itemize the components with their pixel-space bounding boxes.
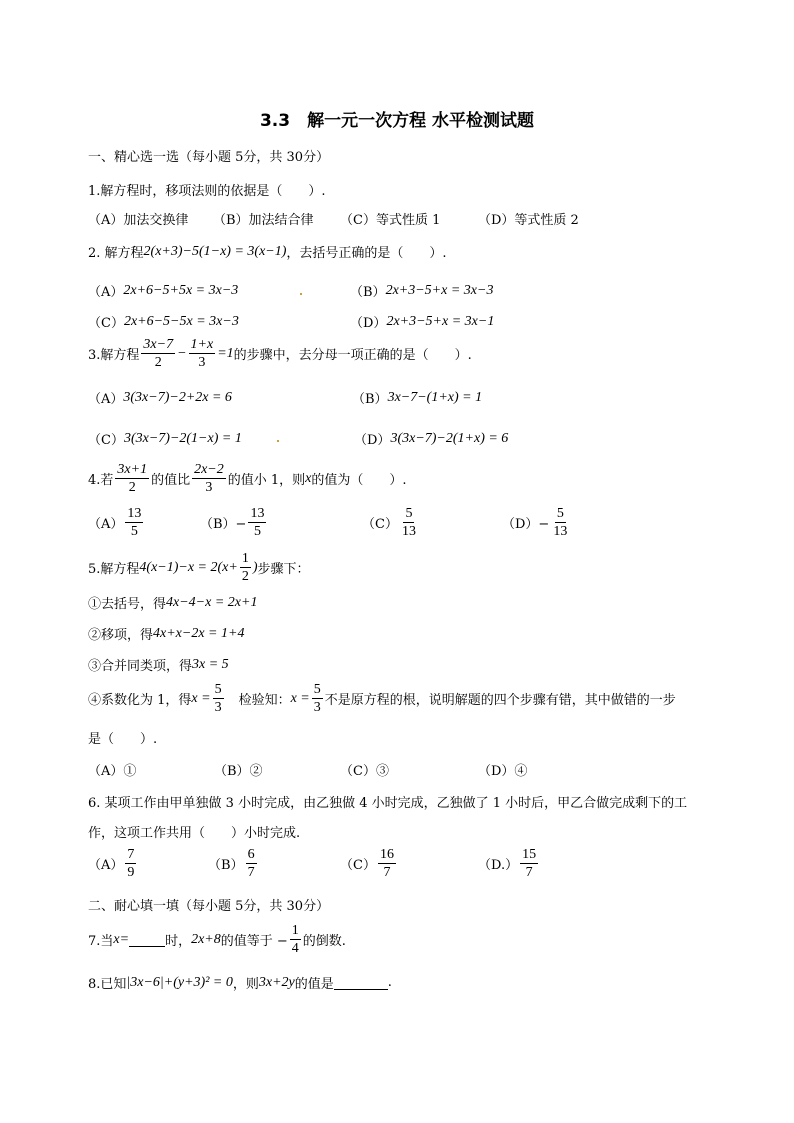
- q3-fraction-1-denominator: 2: [154, 355, 162, 370]
- q6-option-c-numerator: 16: [379, 847, 394, 862]
- q2-option-b: [350, 281, 493, 300]
- q6-option-b-fraction: [246, 846, 257, 881]
- q6-option-a-numerator: 7: [127, 847, 135, 862]
- q6-option-c: [340, 846, 398, 881]
- q5-step-4-equation-2: x =: [290, 690, 310, 706]
- q8-end: .: [387, 975, 392, 990]
- q4-option-a-numerator: 13: [127, 506, 142, 521]
- question-3-stem: [88, 336, 472, 371]
- section-2-heading: 二、耐心填一填（每小题 5分，共 30分）: [88, 899, 330, 914]
- q8-suffix: 的值是: [294, 977, 334, 992]
- q5-half-numerator: 1: [241, 551, 249, 566]
- q3-option-a-equation: 3(3x−7)−2+2x = 6: [123, 389, 232, 405]
- q7-numerator: 1: [291, 923, 299, 938]
- q4-fraction-1-denominator: 2: [128, 480, 136, 495]
- question-5-stem: [88, 550, 310, 585]
- q5-step-4-fraction: [213, 681, 224, 716]
- q7-variable: x: [113, 931, 120, 947]
- q4-fraction-2-numerator: 2x−2: [194, 462, 224, 477]
- q4-fraction-1: [115, 461, 149, 496]
- q4-option-a: [88, 505, 145, 540]
- q5-step-3: [88, 655, 229, 674]
- question-8: [88, 973, 392, 992]
- q7-expression: 2x+8: [191, 931, 221, 947]
- q5-step-4-denominator: 3: [214, 700, 222, 715]
- page-title: 3.3 解一元一次方程 水平检测试题: [259, 111, 535, 131]
- q3-minus-sign: −: [177, 345, 187, 361]
- q3-option-b-label: （B）: [352, 392, 388, 407]
- q4-stem-middle: 的值比: [151, 473, 191, 488]
- q6-option-a-fraction: [125, 846, 136, 881]
- q2-option-a: [88, 281, 238, 300]
- q2-option-d-equation: 2x+3−5+x = 3x−1: [386, 313, 495, 329]
- q7-equals: =: [119, 931, 130, 947]
- q2-equation: 2(x+3)−5(1−x) = 3(x−1): [143, 243, 287, 259]
- q2-option-d: [350, 312, 494, 331]
- stray-dot: [277, 440, 279, 442]
- q4-option-b-fraction: [248, 505, 266, 540]
- q2-option-c: [88, 312, 239, 331]
- q4-stem-suffix-1: 的值小 1，则: [227, 473, 306, 488]
- q2-option-d-label: （D）: [350, 316, 387, 331]
- q8-middle: ，则: [232, 977, 259, 992]
- q5-step-4-fraction-2: [312, 681, 323, 716]
- q7-middle: 时，: [165, 934, 192, 949]
- q5-option-a: （A）①: [88, 764, 137, 779]
- q2-option-a-equation: 2x+6−5+5x = 3x−3: [123, 282, 239, 298]
- q4-option-b: [200, 505, 268, 540]
- q5-stem-suffix: 步骤下：: [257, 562, 310, 577]
- q4-option-c-label: （C）: [362, 517, 398, 532]
- q7-answer-blank[interactable]: [129, 932, 165, 947]
- q7-prefix: 7.当: [88, 934, 114, 949]
- q5-step-4-numerator-2: 5: [313, 682, 321, 697]
- q2-option-c-equation: 2x+6−5−5x = 3x−3: [123, 313, 239, 329]
- q1-option-a: （A）加法交换律: [88, 213, 189, 228]
- q6-option-b-numerator: 6: [247, 847, 255, 862]
- q5-step-4-denominator-2: 3: [313, 700, 321, 715]
- q4-option-c-fraction: [400, 505, 418, 540]
- q3-equals-rest: =1: [217, 345, 234, 361]
- q5-step-4-numerator: 5: [214, 682, 222, 697]
- q7-fraction: [290, 922, 301, 957]
- q2-option-c-label: （C）: [88, 316, 124, 331]
- question-6-stem-line-1: 6. 某项工作由甲单独做 3 小时完成，由乙独做 4 小时完成，乙独做了 1 小时后，甲乙合做完成剩下的工: [88, 796, 688, 811]
- q4-fraction-2: [192, 461, 226, 496]
- question-7: [88, 922, 346, 957]
- q4-option-c: [362, 505, 420, 540]
- q5-step-1: [88, 593, 257, 612]
- q5-step-2-equation: 4x+x−2x = 1+4: [153, 625, 245, 641]
- q5-step-1-text: ①去括号，得: [88, 597, 167, 612]
- q2-option-b-equation: 2x+3−5+x = 3x−3: [385, 282, 494, 298]
- q6-option-d-denominator: 7: [525, 865, 533, 880]
- q6-option-d-label: （D.）: [478, 858, 519, 873]
- q3-option-c: [88, 429, 242, 448]
- q7-denominator: 4: [291, 941, 299, 956]
- q4-option-d: [502, 505, 571, 540]
- q4-stem-suffix-2: 的值为（ ）.: [311, 473, 407, 488]
- q6-option-d-numerator: 15: [522, 847, 537, 862]
- q3-stem-prefix: 3.解方程: [88, 348, 140, 363]
- q1-option-b: （B）加法结合律: [213, 213, 314, 228]
- q5-option-d: （D）④: [478, 764, 528, 779]
- question-2-stem: [88, 242, 447, 261]
- q5-half-fraction: [240, 550, 251, 585]
- q4-option-d-numerator: 5: [556, 506, 564, 521]
- q4-option-c-numerator: 5: [405, 506, 413, 521]
- q8-prefix: 8.已知: [88, 977, 127, 992]
- q4-option-c-denominator: 13: [401, 524, 416, 539]
- q6-option-d-fraction: [520, 846, 538, 881]
- question-4-stem: [88, 461, 407, 496]
- q5-stem-prefix: 5.解方程: [88, 562, 140, 577]
- q3-option-c-label: （C）: [88, 433, 124, 448]
- q5-step-4-check-label: 检验知：: [225, 693, 291, 708]
- q4-option-d-label: （D）−: [502, 517, 550, 532]
- q8-equation: |3x−6|+(y+3)² = 0: [126, 974, 233, 990]
- q2-stem-suffix: ，去括号正确的是（ ）.: [286, 246, 447, 261]
- q8-answer-blank[interactable]: [334, 975, 388, 990]
- q5-step-1-equation: 4x−4−x = 2x+1: [166, 594, 258, 610]
- q5-step-3-text: ③合并同类项，得: [88, 659, 193, 674]
- q4-option-a-denominator: 5: [130, 524, 138, 539]
- q6-option-c-denominator: 7: [383, 865, 391, 880]
- question-6-stem-line-2: 作，这项工作共用（ ）小时完成.: [88, 826, 301, 841]
- q6-option-b-denominator: 7: [247, 865, 255, 880]
- q5-step-3-equation: 3x = 5: [192, 656, 229, 672]
- q6-option-b-label: （B）: [208, 858, 244, 873]
- q4-option-d-denominator: 13: [553, 524, 568, 539]
- q4-stem-prefix: 4.若: [88, 473, 114, 488]
- q5-half-denominator: 2: [241, 569, 249, 584]
- q3-stem-suffix: 的步骤中，去分母一项正确的是（ ）.: [233, 348, 472, 363]
- q6-option-a: [88, 846, 138, 881]
- q3-option-d-label: （D）: [354, 433, 391, 448]
- q3-fraction-2: [189, 336, 216, 371]
- q4-option-a-label: （A）: [88, 517, 124, 532]
- q3-option-d-equation: 3(3x−7)−2(1+x) = 6: [390, 430, 509, 446]
- q3-option-a: [88, 388, 232, 407]
- q3-option-b: [352, 388, 482, 407]
- q4-variable: x: [305, 470, 312, 486]
- q5-step-4-continued: 是（ ）.: [88, 732, 158, 747]
- q6-option-c-fraction: [378, 846, 396, 881]
- q2-option-b-label: （B）: [350, 285, 386, 300]
- q4-option-b-label: （B）−: [200, 517, 247, 532]
- q7-suffix-1: 的值等于 −: [220, 934, 288, 949]
- q6-option-a-denominator: 9: [127, 865, 135, 880]
- q3-fraction-2-denominator: 3: [198, 355, 206, 370]
- q3-fraction-1-numerator: 3x−7: [143, 337, 174, 352]
- q5-step-2-text: ②移项，得: [88, 628, 154, 643]
- q4-fraction-1-numerator: 3x+1: [117, 462, 148, 477]
- q6-option-d: [478, 846, 540, 881]
- q5-step-2: [88, 624, 244, 643]
- q5-equation-part-2: ): [252, 559, 258, 575]
- q6-option-c-label: （C）: [340, 858, 376, 873]
- q7-suffix-2: 的倒数.: [302, 934, 346, 949]
- q5-step-4-suffix: 不是原方程的根，说明解题的四个步骤有错，其中做错的一步: [324, 693, 676, 708]
- q6-option-a-label: （A）: [88, 858, 124, 873]
- q2-stem-prefix: 2. 解方程: [88, 246, 144, 261]
- q4-fraction-2-denominator: 3: [205, 480, 213, 495]
- q5-step-4: [88, 681, 676, 716]
- q3-option-a-label: （A）: [88, 392, 124, 407]
- q1-option-d: （D）等式性质 2: [478, 213, 579, 228]
- q3-option-b-equation: 3x−7−(1+x) = 1: [387, 389, 483, 405]
- q6-option-b: [208, 846, 259, 881]
- question-1-stem: 1.解方程时，移项法则的依据是（ ）.: [88, 184, 326, 199]
- q1-option-c: （C）等式性质 1: [340, 213, 441, 228]
- q4-option-b-denominator: 5: [253, 524, 261, 539]
- q4-option-b-numerator: 13: [250, 506, 265, 521]
- q3-option-c-equation: 3(3x−7)−2(1−x) = 1: [123, 430, 242, 446]
- q4-option-a-fraction: [125, 505, 143, 540]
- section-1-heading: 一、精心选一选（每小题 5分，共 30分）: [88, 150, 330, 165]
- q4-option-d-fraction: [551, 505, 569, 540]
- q5-option-b: （B）②: [214, 764, 263, 779]
- q3-fraction-2-numerator: 1+x: [190, 337, 214, 352]
- stray-dot: [300, 293, 302, 295]
- q5-option-c: （C）③: [340, 764, 389, 779]
- q3-fraction-1: [141, 336, 175, 371]
- q5-step-4-text: ④系数化为 1，得: [88, 693, 192, 708]
- q3-option-d: [354, 429, 508, 448]
- q5-equation-part-1: 4(x−1)−x = 2(x+: [139, 559, 238, 575]
- q8-expression: 3x+2y: [258, 974, 295, 990]
- q2-option-a-label: （A）: [88, 285, 124, 300]
- q5-step-4-equation: x =: [191, 690, 211, 706]
